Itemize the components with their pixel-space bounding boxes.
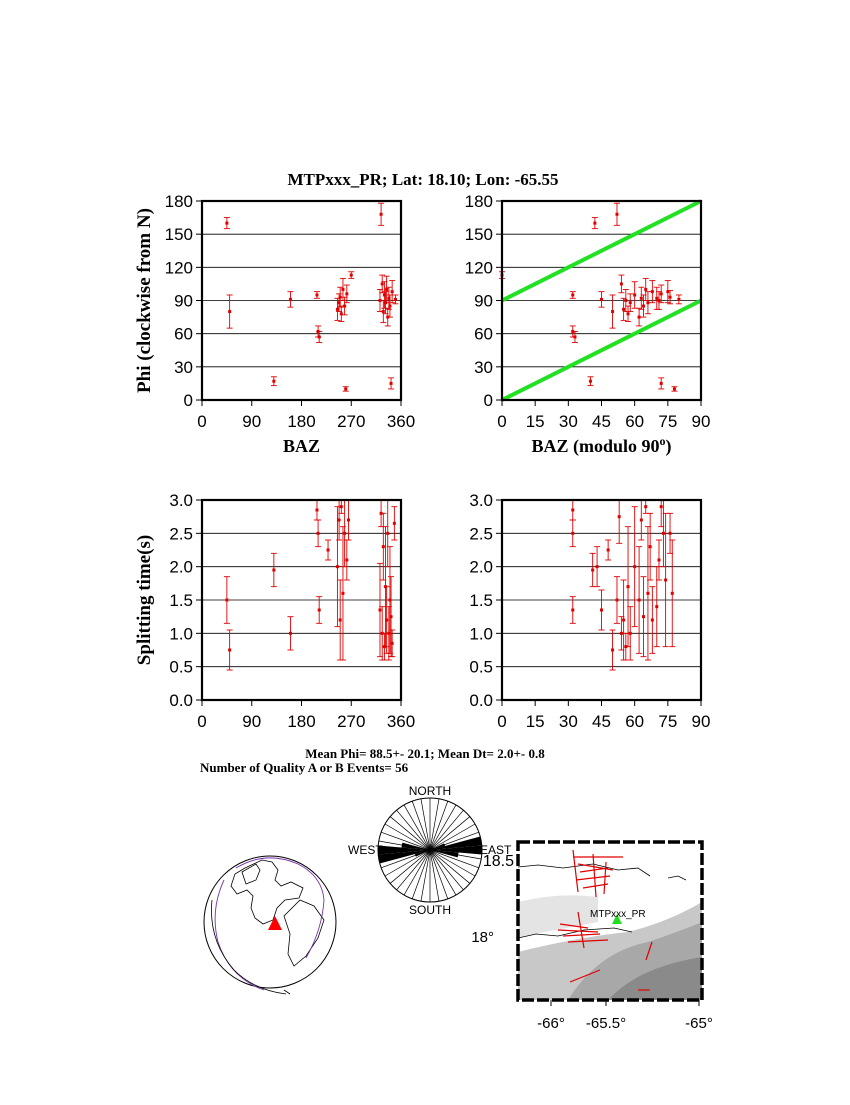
data-point xyxy=(344,387,347,390)
data-point xyxy=(318,609,321,612)
guide-line xyxy=(502,301,701,401)
summary-count-text: Number of Quality A or B Events= 56 xyxy=(200,760,409,775)
data-point xyxy=(381,282,384,285)
data-point xyxy=(386,532,389,535)
x-tick-label: 45 xyxy=(592,712,611,731)
data-point xyxy=(388,305,391,308)
y-tick-label: 90 xyxy=(474,291,493,311)
data-point xyxy=(651,290,654,293)
data-point xyxy=(341,592,344,595)
data-point xyxy=(343,305,346,308)
lon-label: -65° xyxy=(685,1015,713,1032)
y-tick-label: 150 xyxy=(164,225,193,245)
y-tick-label: 150 xyxy=(464,225,493,245)
x-tick-label: 0 xyxy=(197,412,207,431)
data-point xyxy=(380,213,383,216)
station-label: MTPxxx_PR xyxy=(590,909,646,920)
y-tick-label: 60 xyxy=(174,324,193,344)
data-point xyxy=(620,632,623,635)
data-point xyxy=(315,509,318,512)
data-point xyxy=(627,312,630,315)
regional-map xyxy=(471,842,713,1032)
lon-label: -65.5° xyxy=(585,1015,627,1032)
data-point xyxy=(657,559,660,562)
data-point xyxy=(593,222,596,225)
y-axis-label: Splitting time(s) xyxy=(134,534,155,666)
y-tick-label: 1.5 xyxy=(169,591,193,610)
x-tick-label: 270 xyxy=(337,712,366,731)
y-tick-label: 0.0 xyxy=(469,691,493,710)
data-point xyxy=(591,569,594,572)
data-point xyxy=(660,382,663,385)
data-point xyxy=(646,301,649,304)
data-point xyxy=(350,274,353,277)
data-point xyxy=(345,559,348,562)
data-point xyxy=(664,579,667,582)
data-point xyxy=(571,509,574,512)
x-axis-label: BAZ (modulo 90$^o$) xyxy=(531,434,672,456)
figure-title: MTPxxx_PR; Lat: 18.10; Lon: -65.55 xyxy=(287,170,559,189)
data-point xyxy=(228,649,231,652)
x-tick-label: 60 xyxy=(625,412,645,431)
y-axis-label: Phi (clockwise from N) xyxy=(134,208,155,393)
y-tick-label: 1.0 xyxy=(169,624,193,644)
x-tick-label: 30 xyxy=(558,412,578,431)
data-point xyxy=(336,565,339,568)
data-point xyxy=(640,519,643,522)
data-point xyxy=(345,292,348,295)
x-tick-label: 0 xyxy=(497,412,507,431)
data-point xyxy=(669,296,672,299)
rose-north-label: NORTH xyxy=(408,784,452,798)
data-point xyxy=(662,532,665,535)
guide-line xyxy=(502,201,701,301)
data-point xyxy=(289,298,292,301)
data-point xyxy=(394,298,397,301)
y-tick-label: 0.0 xyxy=(169,691,193,710)
y-tick-label: 1.5 xyxy=(469,591,493,610)
y-tick-label: 3.0 xyxy=(169,491,193,510)
data-point xyxy=(327,549,330,552)
data-point xyxy=(640,297,643,300)
data-point xyxy=(638,316,641,319)
data-point xyxy=(338,519,341,522)
dt-vs-baz-chart xyxy=(134,491,415,731)
rose-diagram xyxy=(348,784,512,917)
data-point xyxy=(339,619,342,622)
data-point xyxy=(378,609,381,612)
x-tick-label: 360 xyxy=(386,712,416,731)
data-point xyxy=(622,308,625,311)
x-axis-label: BAZ xyxy=(282,436,321,456)
data-point xyxy=(642,305,645,308)
y-tick-label: 3.0 xyxy=(469,491,493,510)
data-point xyxy=(624,299,627,302)
data-point xyxy=(671,592,674,595)
x-tick-label: 360 xyxy=(386,412,416,431)
y-tick-label: 2.0 xyxy=(169,557,193,577)
data-point xyxy=(289,632,292,635)
y-tick-label: 0 xyxy=(483,391,493,410)
x-tick-label: 75 xyxy=(658,712,678,731)
data-point xyxy=(600,298,603,301)
data-point xyxy=(615,213,618,216)
data-point xyxy=(347,519,350,522)
x-tick-label: 90 xyxy=(691,712,711,731)
data-point xyxy=(390,382,393,385)
data-point xyxy=(618,515,621,518)
y-tick-label: 180 xyxy=(464,192,493,211)
data-point xyxy=(272,380,275,383)
data-point xyxy=(571,609,574,612)
x-tick-label: 180 xyxy=(287,412,316,431)
data-point xyxy=(649,545,652,548)
data-point xyxy=(633,565,636,568)
x-tick-label: 0 xyxy=(497,712,507,731)
y-tick-label: 0.5 xyxy=(469,657,493,677)
data-point xyxy=(660,505,663,508)
y-tick-label: 180 xyxy=(164,192,193,211)
data-point xyxy=(339,296,342,299)
data-point xyxy=(622,619,625,622)
globe-outline xyxy=(204,856,336,988)
x-tick-label: 270 xyxy=(337,412,366,431)
data-point xyxy=(382,310,385,313)
x-tick-label: 15 xyxy=(525,712,545,731)
data-point xyxy=(611,649,614,652)
data-point xyxy=(391,290,394,293)
x-tick-label: 0 xyxy=(197,712,207,731)
data-point xyxy=(382,545,385,548)
rose-west-label: WEST xyxy=(348,843,383,857)
y-tick-label: 1.0 xyxy=(469,624,493,644)
data-point xyxy=(644,288,647,291)
data-point xyxy=(633,293,636,296)
data-point xyxy=(629,301,632,304)
data-point xyxy=(638,599,641,602)
data-point xyxy=(318,335,321,338)
data-point xyxy=(589,380,592,383)
y-tick-label: 0 xyxy=(183,391,193,410)
summary-mean-text: Mean Phi= 88.5+- 20.1; Mean Dt= 2.0+- 0.8 xyxy=(305,746,545,761)
data-point xyxy=(228,310,231,313)
data-point xyxy=(607,549,610,552)
data-point xyxy=(340,505,343,508)
data-point xyxy=(620,282,623,285)
data-point xyxy=(573,335,576,338)
data-point xyxy=(225,599,228,602)
y-tick-label: 120 xyxy=(164,258,193,278)
y-tick-label: 2.5 xyxy=(469,524,493,544)
x-tick-label: 180 xyxy=(287,712,316,731)
y-tick-label: 2.0 xyxy=(469,557,493,577)
data-point xyxy=(600,609,603,612)
phi-vs-baz-chart xyxy=(134,192,415,456)
data-point xyxy=(657,299,660,302)
data-point xyxy=(655,605,658,608)
x-axis-label-tail: ) xyxy=(665,436,672,456)
phi-vs-baz-mod90-chart xyxy=(465,192,711,457)
y-tick-label: 30 xyxy=(174,357,193,377)
y-tick-label: 30 xyxy=(474,357,493,377)
data-point xyxy=(629,632,632,635)
data-point xyxy=(385,619,388,622)
lat-label: 18° xyxy=(471,929,494,946)
x-axis-label-superscript: o xyxy=(659,434,666,448)
data-point xyxy=(644,505,647,508)
data-point xyxy=(615,599,618,602)
data-point xyxy=(611,310,614,313)
x-tick-label: 15 xyxy=(525,412,545,431)
data-point xyxy=(660,292,663,295)
x-tick-label: 90 xyxy=(242,412,262,431)
data-point xyxy=(673,387,676,390)
data-point xyxy=(627,585,630,588)
data-point xyxy=(571,293,574,296)
x-tick-label: 90 xyxy=(691,412,711,431)
x-tick-label: 75 xyxy=(658,412,678,431)
data-point xyxy=(646,592,649,595)
y-tick-label: 120 xyxy=(464,258,493,278)
y-tick-label: 0.5 xyxy=(169,657,193,677)
data-point xyxy=(315,293,318,296)
data-point xyxy=(343,532,346,535)
data-point xyxy=(391,642,394,645)
globe-map xyxy=(204,856,336,994)
lat-label: 18.5 xyxy=(482,853,514,870)
data-point xyxy=(336,308,339,311)
y-tick-label: 2.5 xyxy=(169,524,193,544)
data-point xyxy=(272,569,275,572)
x-tick-label: 60 xyxy=(625,712,645,731)
data-point xyxy=(225,222,228,225)
x-tick-label: 90 xyxy=(242,712,262,731)
data-point xyxy=(393,522,396,525)
x-tick-label: 45 xyxy=(592,412,611,431)
data-point xyxy=(669,532,672,535)
lon-label: -66° xyxy=(537,1015,565,1032)
data-point xyxy=(571,532,574,535)
rose-south-label: SOUTH xyxy=(409,903,451,917)
x-tick-label: 30 xyxy=(558,712,578,731)
rose-east-label: EAST xyxy=(480,843,512,857)
y-tick-label: 90 xyxy=(174,291,193,311)
data-point xyxy=(390,615,393,618)
data-point xyxy=(317,532,320,535)
data-point xyxy=(385,288,388,291)
data-point xyxy=(642,615,645,618)
y-tick-label: 60 xyxy=(474,324,493,344)
data-point xyxy=(341,288,344,291)
data-point xyxy=(677,298,680,301)
dt-vs-baz-mod90-chart xyxy=(469,491,710,731)
data-point xyxy=(596,565,599,568)
data-point xyxy=(651,619,654,622)
